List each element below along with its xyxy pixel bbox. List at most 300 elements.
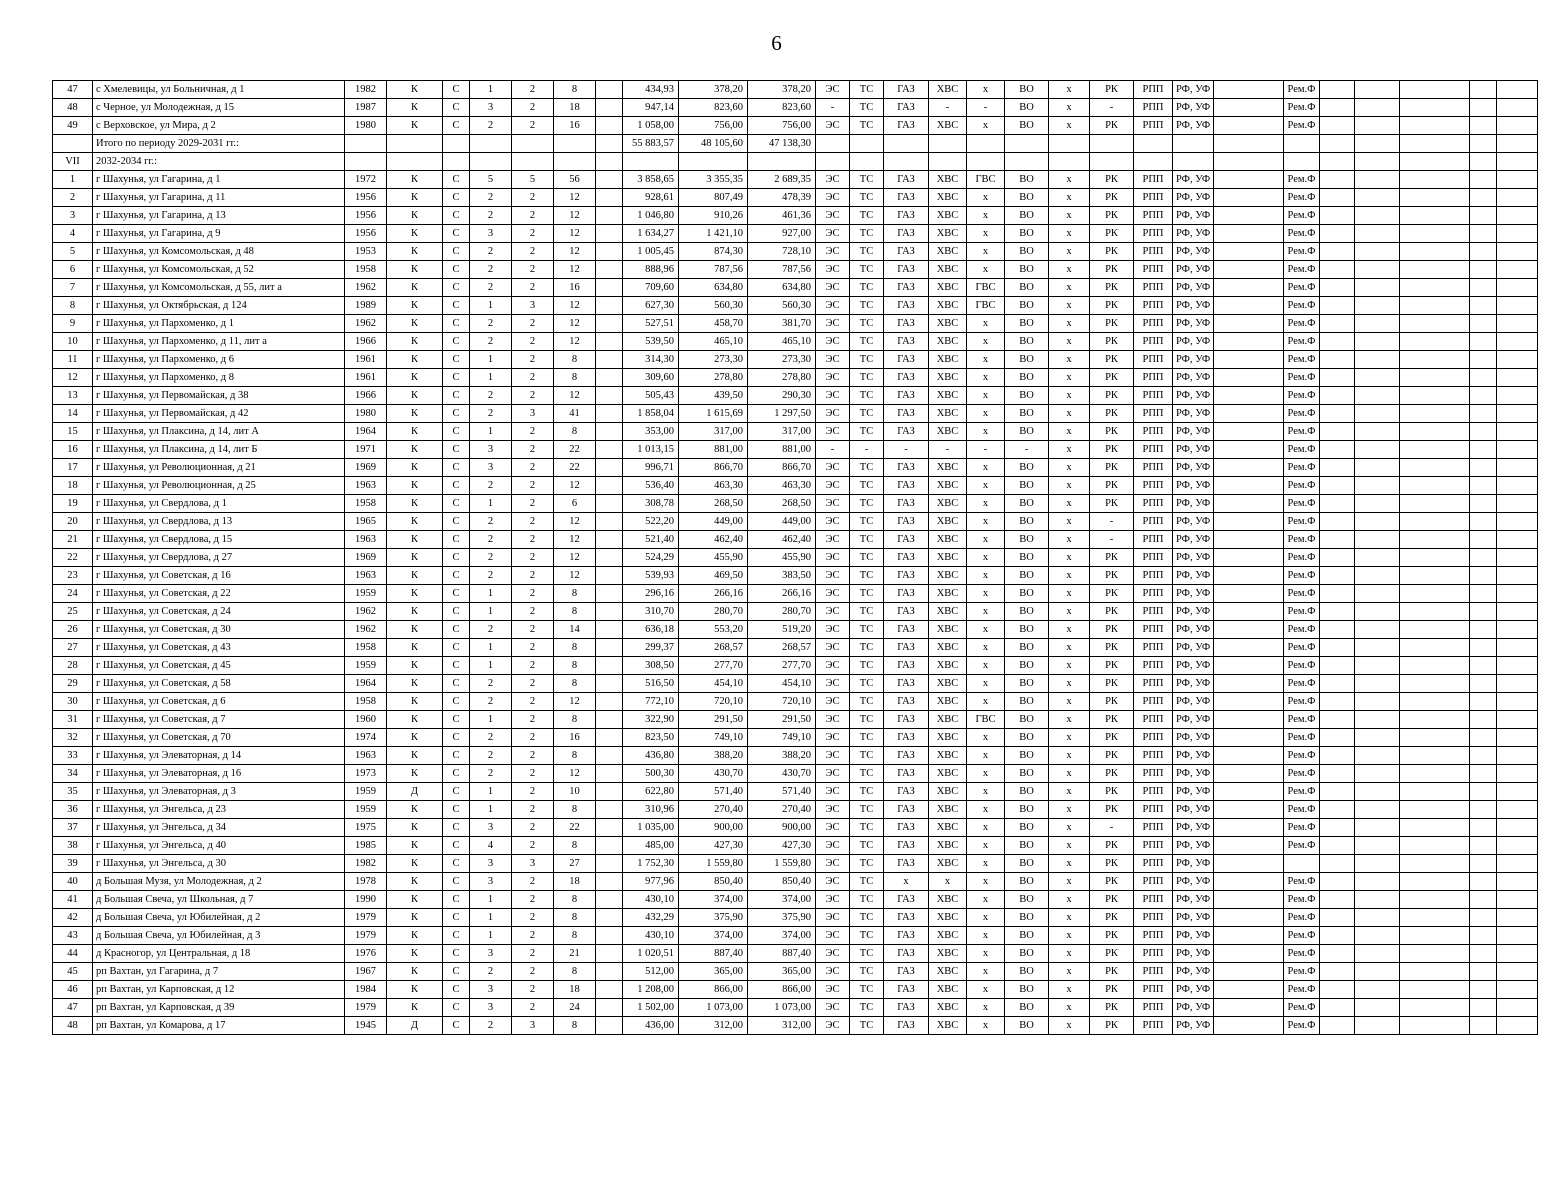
cell-gaz: ГАЗ [884,981,929,999]
cell-rk: РК [1090,171,1134,189]
cell-year: 1990 [345,891,387,909]
cell-f: 1 [470,801,512,819]
table-cell [1470,171,1497,189]
cell-a2: 455,90 [679,549,748,567]
table-cell [967,153,1005,171]
table-cell [1400,855,1470,873]
cell-mat: К [387,225,443,243]
table-cell [623,153,679,171]
cell-x2: х [1049,729,1090,747]
cell-addr: г Шахунья, ул Советская, д 58 [93,675,345,693]
cell-rf: РФ, УФ [1173,225,1214,243]
table-cell [1497,117,1538,135]
table-cell [596,459,623,477]
cell-year: 1979 [345,909,387,927]
cell-a2: 462,40 [679,531,748,549]
table-cell [1497,567,1538,585]
cell-f: 2 [470,477,512,495]
cell-c: С [443,459,470,477]
table-cell [1400,711,1470,729]
cell-addr: г Шахунья, ул Комсомольская, д 55, лит а [93,279,345,297]
table-cell [1320,117,1355,135]
cell-rf: РФ, УФ [1173,783,1214,801]
cell-rem: Рем.Ф [1284,117,1320,135]
cell-addr: г Шахунья, ул Советская, д 70 [93,729,345,747]
cell-addr: рп Вахтан, ул Гагарина, д 7 [93,963,345,981]
cell-ts: ТС [850,495,884,513]
cell-year: 1959 [345,801,387,819]
cell-rem: Рем.Ф [1284,999,1320,1017]
cell-ts: ТС [850,657,884,675]
cell-mat: К [387,351,443,369]
table-cell [1497,99,1538,117]
cell-vo: ВО [1005,747,1049,765]
table-cell [1355,729,1400,747]
table-cell [1214,639,1284,657]
cell-n: 18 [53,477,93,495]
cell-f: 3 [470,981,512,999]
cell-gvs: х [967,837,1005,855]
cell-a3: 273,30 [748,351,816,369]
cell-ts: ТС [850,783,884,801]
table-cell [1355,207,1400,225]
cell-a1: 928,61 [623,189,679,207]
table-cell [884,153,929,171]
cell-f: 2 [470,963,512,981]
cell-rem: Рем.Ф [1284,423,1320,441]
cell-n: 21 [53,531,93,549]
cell-f: 2 [470,567,512,585]
cell-rem: Рем.Ф [1284,477,1320,495]
cell-addr: г Шахунья, ул Советская, д 6 [93,693,345,711]
table-cell [596,333,623,351]
cell-hvs: ХВС [929,945,967,963]
cell-rpp: РПП [1134,819,1173,837]
cell-q: 12 [554,315,596,333]
table-cell [1470,81,1497,99]
cell-a3: 278,80 [748,369,816,387]
cell-a3: 728,10 [748,243,816,261]
cell-es: ЭС [816,513,850,531]
cell-mat: К [387,585,443,603]
table-cell [1355,405,1400,423]
cell-hvs: ХВС [929,585,967,603]
table-cell [1214,747,1284,765]
cell-a2: 388,20 [679,747,748,765]
table-cell [1355,567,1400,585]
cell-hvs: ХВС [929,549,967,567]
cell-n: 42 [53,909,93,927]
cell-year: 1956 [345,189,387,207]
cell-mat: К [387,333,443,351]
cell-c: С [443,891,470,909]
cell-x2: х [1049,963,1090,981]
cell-addr: г Шахунья, ул Советская, д 45 [93,657,345,675]
cell-e: 5 [512,171,554,189]
cell-f: 1 [470,909,512,927]
table-cell [1214,567,1284,585]
cell-hvs: ХВС [929,801,967,819]
cell-a3: 720,10 [748,693,816,711]
cell-addr: г Шахунья, ул Революционная, д 25 [93,477,345,495]
table-cell [1497,729,1538,747]
cell-year: 1978 [345,873,387,891]
cell-rk: РК [1090,585,1134,603]
cell-ts: ТС [850,369,884,387]
table-cell [1320,603,1355,621]
cell-rem: Рем.Ф [1284,99,1320,117]
cell-gvs: х [967,207,1005,225]
table-cell [1214,423,1284,441]
table-cell [1497,495,1538,513]
cell-rpp: РПП [1134,225,1173,243]
table-cell [1400,171,1470,189]
cell-c: С [443,117,470,135]
cell-rk: РК [1090,639,1134,657]
cell-c: С [443,981,470,999]
table-cell [1470,351,1497,369]
cell-x2: х [1049,999,1090,1017]
cell-a1: 1 752,30 [623,855,679,873]
cell-e: 2 [512,261,554,279]
cell-rk: РК [1090,621,1134,639]
cell-c: С [443,351,470,369]
table-cell [1470,639,1497,657]
cell-vo: ВО [1005,783,1049,801]
table-cell [1470,873,1497,891]
table-row [53,513,1538,531]
cell-x2: х [1049,855,1090,873]
cell-year: 1962 [345,279,387,297]
cell-gaz: ГАЗ [884,171,929,189]
cell-a2: 463,30 [679,477,748,495]
cell-a3: 571,40 [748,783,816,801]
cell-ts: - [850,441,884,459]
cell-e: 2 [512,513,554,531]
table-cell [1400,351,1470,369]
cell-addr: г Шахунья, ул Революционная, д 21 [93,459,345,477]
cell-gaz: ГАЗ [884,117,929,135]
table-cell [1497,549,1538,567]
table-cell [1400,639,1470,657]
cell-gvs: х [967,657,1005,675]
cell-a2: 720,10 [679,693,748,711]
table-cell [1134,135,1173,153]
cell-q: 8 [554,747,596,765]
cell-c: С [443,441,470,459]
cell-c: С [443,621,470,639]
cell-q: 8 [554,423,596,441]
cell-gvs: х [967,945,1005,963]
cell-rem: Рем.Ф [1284,207,1320,225]
table-cell [596,369,623,387]
cell-x2: х [1049,747,1090,765]
cell-e: 2 [512,765,554,783]
cell-mat: К [387,423,443,441]
cell-a1: 308,50 [623,657,679,675]
section-row [53,153,1538,171]
cell-q: 18 [554,981,596,999]
cell-vo: ВО [1005,261,1049,279]
cell-c: С [443,855,470,873]
table-cell [1320,891,1355,909]
cell-n: 12 [53,369,93,387]
cell-rf: РФ, УФ [1173,819,1214,837]
cell-x2: х [1049,225,1090,243]
cell-f: 2 [470,243,512,261]
cell-gaz: - [884,441,929,459]
cell-a2: 430,70 [679,765,748,783]
cell-addr: г Шахунья, ул Свердлова, д 13 [93,513,345,531]
cell-q: 12 [554,531,596,549]
cell-vo: ВО [1005,405,1049,423]
cell-vo: ВО [1005,369,1049,387]
cell-n: 17 [53,459,93,477]
cell-gaz: ГАЗ [884,261,929,279]
cell-gvs: х [967,495,1005,513]
cell-a1: 527,51 [623,315,679,333]
cell-a3: 850,40 [748,873,816,891]
table-cell [1400,153,1470,171]
cell-addr: г Шахунья, ул Комсомольская, д 48 [93,243,345,261]
table-cell [1214,207,1284,225]
cell-rk: РК [1090,423,1134,441]
cell-ts: ТС [850,387,884,405]
cell-year: 1958 [345,261,387,279]
cell-rf: РФ, УФ [1173,999,1214,1017]
table-cell [1400,891,1470,909]
cell-rpp: РПП [1134,171,1173,189]
table-cell [1355,243,1400,261]
cell-rf: РФ, УФ [1173,711,1214,729]
table-row [53,477,1538,495]
table-cell [1320,909,1355,927]
table-cell [554,153,596,171]
cell-n: 9 [53,315,93,333]
table-row [53,549,1538,567]
table-cell [596,549,623,567]
table-row [53,747,1538,765]
cell-mat: К [387,99,443,117]
table-cell [1355,657,1400,675]
cell-hvs: ХВС [929,927,967,945]
cell-gaz: ГАЗ [884,243,929,261]
cell-rf: РФ, УФ [1173,513,1214,531]
table-cell [1214,855,1284,873]
cell-es: ЭС [816,189,850,207]
table-cell [554,135,596,153]
cell-c: С [443,369,470,387]
table-cell [1355,927,1400,945]
cell-f: 2 [470,261,512,279]
cell-rk: РК [1090,999,1134,1017]
table-cell [1214,621,1284,639]
cell-n: 1 [53,171,93,189]
table-cell [596,999,623,1017]
cell-c: С [443,261,470,279]
cell-ts: ТС [850,99,884,117]
cell-es: ЭС [816,909,850,927]
cell-x2: х [1049,513,1090,531]
cell-rem: Рем.Ф [1284,603,1320,621]
table-cell [1400,765,1470,783]
cell-ts: ТС [850,603,884,621]
table-cell [1320,675,1355,693]
table-cell [1497,945,1538,963]
cell-mat: К [387,873,443,891]
cell-f: 2 [470,531,512,549]
cell-mat: К [387,243,443,261]
table-cell [596,99,623,117]
table-cell [1470,405,1497,423]
cell-e: 2 [512,981,554,999]
table-cell [1400,243,1470,261]
cell-q: 6 [554,495,596,513]
table-cell [850,135,884,153]
cell-rf: РФ, УФ [1173,333,1214,351]
table-cell [1400,531,1470,549]
cell-gaz: ГАЗ [884,855,929,873]
table-cell [1214,549,1284,567]
table-cell [1470,585,1497,603]
cell-es: ЭС [816,117,850,135]
table-cell [1320,747,1355,765]
cell-hvs: ХВС [929,387,967,405]
cell-c: С [443,693,470,711]
cell-mat: К [387,297,443,315]
table-cell [1355,495,1400,513]
cell-x2: х [1049,351,1090,369]
cell-vo: ВО [1005,495,1049,513]
cell-hvs: ХВС [929,711,967,729]
cell-addr: с Хмелевицы, ул Больничная, д 1 [93,81,345,99]
table-cell [512,135,554,153]
cell-rpp: РПП [1134,711,1173,729]
cell-n: 36 [53,801,93,819]
cell-rpp: РПП [1134,81,1173,99]
cell-ts: ТС [850,927,884,945]
cell-a1: 977,96 [623,873,679,891]
cell-f: 2 [470,315,512,333]
cell-addr: с Черное, ул Молодежная, д 15 [93,99,345,117]
cell-gvs: х [967,189,1005,207]
table-cell [596,909,623,927]
table-cell [1470,99,1497,117]
cell-gaz: ГАЗ [884,621,929,639]
cell-gvs: х [967,1017,1005,1035]
cell-n: 45 [53,963,93,981]
cell-e: 2 [512,657,554,675]
cell-rem: Рем.Ф [1284,747,1320,765]
cell-a1: 296,16 [623,585,679,603]
cell-rk: РК [1090,837,1134,855]
table-cell [1214,1017,1284,1035]
cell-a2: 850,40 [679,873,748,891]
cell-rpp: РПП [1134,549,1173,567]
cell-e: 2 [512,837,554,855]
table-cell [1320,549,1355,567]
cell-addr: г Шахунья, ул Пархоменко, д 11, лит а [93,333,345,351]
table-cell [596,261,623,279]
table-cell [1497,81,1538,99]
table-cell [1214,909,1284,927]
cell-ts: ТС [850,855,884,873]
table-cell [1214,711,1284,729]
table-cell [1320,477,1355,495]
cell-rem: Рем.Ф [1284,315,1320,333]
cell-x2: х [1049,801,1090,819]
cell-c: С [443,279,470,297]
cell-a1: 430,10 [623,891,679,909]
cell-a3: 927,00 [748,225,816,243]
cell-c: С [443,207,470,225]
cell-rk: РК [1090,963,1134,981]
cell-ts: ТС [850,981,884,999]
table-row [53,945,1538,963]
cell-a3: 461,36 [748,207,816,225]
cell-e: 2 [512,873,554,891]
cell-rem: Рем.Ф [1284,81,1320,99]
table-cell [679,153,748,171]
table-cell [1320,621,1355,639]
cell-vo: ВО [1005,297,1049,315]
cell-f: 2 [470,333,512,351]
table-row [53,333,1538,351]
cell-gvs: х [967,549,1005,567]
cell-n: 44 [53,945,93,963]
cell-rpp: РПП [1134,891,1173,909]
cell-e: 2 [512,801,554,819]
cell-gvs: х [967,531,1005,549]
cell-hvs: ХВС [929,189,967,207]
cell-n: 14 [53,405,93,423]
cell-addr: г Шахунья, ул Комсомольская, д 52 [93,261,345,279]
cell-ts: ТС [850,117,884,135]
cell-addr: г Шахунья, ул Советская, д 7 [93,711,345,729]
table-cell [596,927,623,945]
cell-addr: г Шахунья, ул Энгельса, д 30 [93,855,345,873]
cell-rpp: РПП [1134,927,1173,945]
cell-gaz: ГАЗ [884,189,929,207]
cell-q: 8 [554,909,596,927]
table-cell [1214,405,1284,423]
cell-ts: ТС [850,459,884,477]
cell-e: 2 [512,909,554,927]
cell-rem: Рем.Ф [1284,675,1320,693]
cell-gvs: х [967,963,1005,981]
cell-n: 23 [53,567,93,585]
table-cell [1400,387,1470,405]
cell-a2: 312,00 [679,1017,748,1035]
table-cell [1214,495,1284,513]
table-cell [53,135,93,153]
table-row [53,657,1538,675]
cell-x2: х [1049,819,1090,837]
cell-q: 16 [554,279,596,297]
cell-a3: 1 073,00 [748,999,816,1017]
cell-f: 2 [470,189,512,207]
cell-c: С [443,171,470,189]
cell-q: 8 [554,657,596,675]
cell-n: 4 [53,225,93,243]
cell-rpp: РПП [1134,963,1173,981]
cell-n: 3 [53,207,93,225]
table-cell [1470,963,1497,981]
cell-rf: РФ, УФ [1173,171,1214,189]
cell-gaz: ГАЗ [884,477,929,495]
cell-year: 1982 [345,81,387,99]
cell-gvs: х [967,117,1005,135]
